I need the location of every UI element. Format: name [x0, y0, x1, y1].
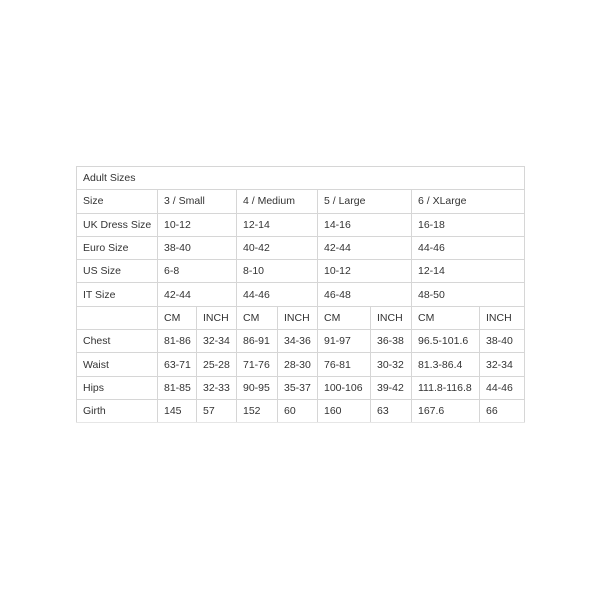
table-cell: 12-14 [237, 213, 318, 236]
table-cell: 14-16 [318, 213, 412, 236]
size-header-small: 3 / Small [158, 190, 237, 213]
row-label: Hips [77, 376, 158, 399]
table-cell: 100-106 [318, 376, 371, 399]
row-label: UK Dress Size [77, 213, 158, 236]
table-cell: 16-18 [412, 213, 525, 236]
table-row-euro-size [77, 236, 525, 259]
table-cell: 96.5-101.6 [412, 330, 480, 353]
unit-header-empty [77, 306, 158, 329]
table-cell: 145 [158, 399, 197, 422]
table-cell: 36-38 [371, 330, 412, 353]
table-cell: 81-86 [158, 330, 197, 353]
unit-label: CM [158, 306, 197, 329]
table-cell: 40-42 [237, 236, 318, 259]
table-cell: 63-71 [158, 353, 197, 376]
size-header-medium: 4 / Medium [237, 190, 318, 213]
table-cell: 81-85 [158, 376, 197, 399]
size-header-label: Size [77, 190, 158, 213]
table-cell: 44-46 [237, 283, 318, 306]
table-cell: 39-42 [371, 376, 412, 399]
table-cell: 60 [278, 399, 318, 422]
table-cell: 32-34 [480, 353, 525, 376]
table-row-it-size [77, 283, 525, 306]
row-label: US Size [77, 260, 158, 283]
table-cell: 42-44 [318, 236, 412, 259]
unit-label: INCH [278, 306, 318, 329]
unit-label: CM [412, 306, 480, 329]
unit-header-row [77, 306, 525, 329]
table-cell: 12-14 [412, 260, 525, 283]
size-header-xlarge: 6 / XLarge [412, 190, 525, 213]
table-cell: 91-97 [318, 330, 371, 353]
unit-label: INCH [197, 306, 237, 329]
table-cell: 32-34 [197, 330, 237, 353]
table-cell: 48-50 [412, 283, 525, 306]
table-cell: 152 [237, 399, 278, 422]
unit-label: INCH [480, 306, 525, 329]
unit-label: CM [318, 306, 371, 329]
table-cell: 111.8-116.8 [412, 376, 480, 399]
table-cell: 32-33 [197, 376, 237, 399]
table-cell: 44-46 [480, 376, 525, 399]
table-cell: 63 [371, 399, 412, 422]
table-cell: 6-8 [158, 260, 237, 283]
table-cell: 76-81 [318, 353, 371, 376]
table-row-uk-dress-size [77, 213, 525, 236]
unit-label: INCH [371, 306, 412, 329]
table-row-us-size [77, 260, 525, 283]
table-cell: 57 [197, 399, 237, 422]
table-cell: 46-48 [318, 283, 412, 306]
row-label: Girth [77, 399, 158, 422]
table-cell: 25-28 [197, 353, 237, 376]
table-cell: 90-95 [237, 376, 278, 399]
table-cell: 35-37 [278, 376, 318, 399]
size-header-row [77, 190, 525, 213]
table-cell: 71-76 [237, 353, 278, 376]
table-cell: 86-91 [237, 330, 278, 353]
size-header-large: 5 / Large [318, 190, 412, 213]
table-title: Adult Sizes [77, 167, 525, 190]
table-cell: 30-32 [371, 353, 412, 376]
row-label: Waist [77, 353, 158, 376]
table-cell: 42-44 [158, 283, 237, 306]
table-row-hips [77, 376, 525, 399]
table-cell: 10-12 [158, 213, 237, 236]
table-cell: 8-10 [237, 260, 318, 283]
table-cell: 38-40 [480, 330, 525, 353]
table-cell: 38-40 [158, 236, 237, 259]
table-cell: 160 [318, 399, 371, 422]
table-cell: 167.6 [412, 399, 480, 422]
table-row-girth [77, 399, 525, 422]
table-cell: 10-12 [318, 260, 412, 283]
table-cell: 81.3-86.4 [412, 353, 480, 376]
table-row-waist [77, 353, 525, 376]
row-label: Euro Size [77, 236, 158, 259]
table-cell: 44-46 [412, 236, 525, 259]
table-cell: 66 [480, 399, 525, 422]
table-row-chest [77, 330, 525, 353]
title-row [77, 167, 525, 190]
unit-label: CM [237, 306, 278, 329]
size-chart-table [76, 166, 525, 423]
row-label: Chest [77, 330, 158, 353]
row-label: IT Size [77, 283, 158, 306]
table-cell: 34-36 [278, 330, 318, 353]
table-cell: 28-30 [278, 353, 318, 376]
